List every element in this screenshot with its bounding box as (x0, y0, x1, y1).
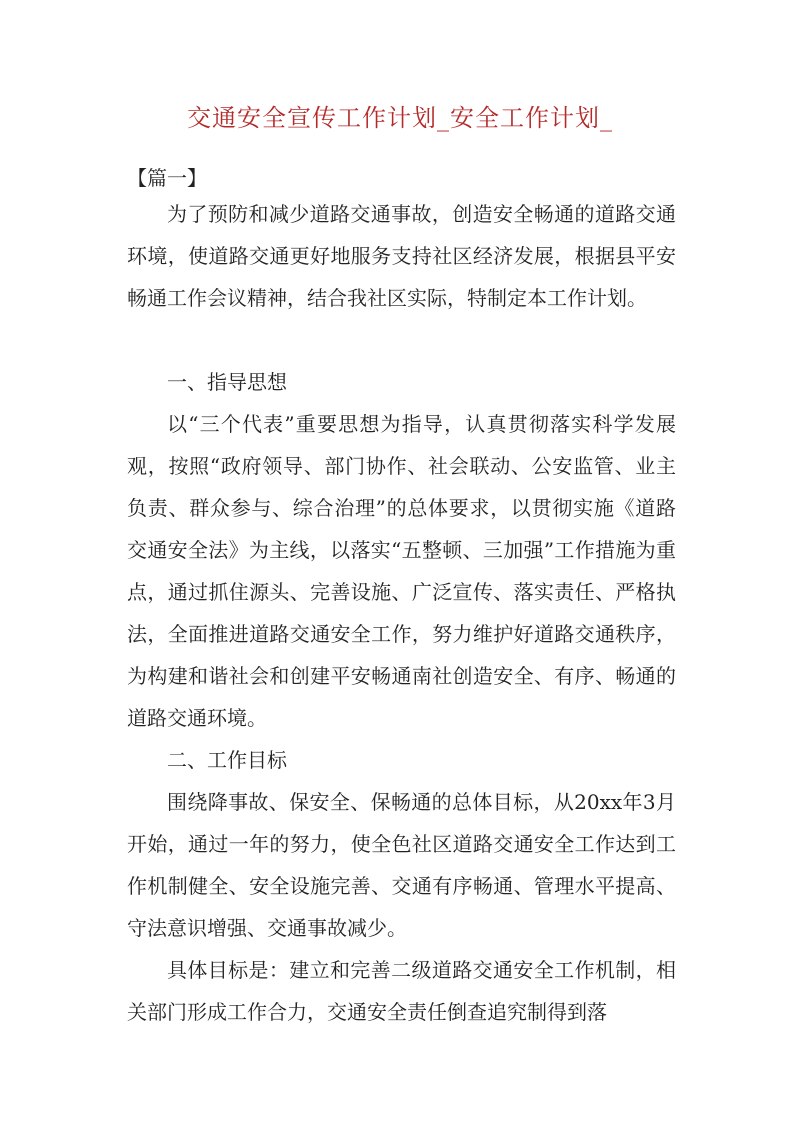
section-label: 【篇一】 (127, 166, 207, 190)
heading-guiding-ideology: 一、指导思想 (167, 370, 287, 394)
document-title: 交通安全宣传工作计划_安全工作计划_ (187, 104, 613, 132)
paragraph-intro: 为了预防和减少道路交通事故，创造安全畅通的道路交通环境，使道路交通更好地服务支持社区经济发展，根据县平安畅通工作会议精神，结合我社区实际，特制定本工作计划。 (127, 202, 676, 310)
paragraph-guiding-ideology: 以“三个代表”重要思想为指导，认真贯彻落实科学发展观，按照“政府领导、部门协作、社会联动、公安监管、业主负责、群众参与、综合治理”的总体要求，以贯彻实施《道路交通安全法》为主线，以落实“五整顿、三加强”工作措施为重点，通过抓住源头、完善设施、广泛宣传、落实责任、严格执法，全面推进道路交通安全工作，努力维护好道路交通秩序，为构建和谐社会和创建平安畅通南社创造安全、有序、畅通的道路交通环境。 (127, 412, 676, 730)
paragraph-specific-goals: 具体目标是：建立和完善二级道路交通安全工作机制，相关部门形成工作合力，交通安全责任倒查追究制得到落 (127, 958, 676, 1024)
heading-work-goals: 二、工作目标 (167, 748, 287, 772)
paragraph-work-goals: 围绕降事故、保安全、保畅通的总体目标，从20xx年3月开始，通过一年的努力，使全色社区道路交通安全工作达到工作机制健全、安全设施完善、交通有序畅通、管理水平提高、守法意识增强、交通事故减少。 (127, 790, 676, 940)
